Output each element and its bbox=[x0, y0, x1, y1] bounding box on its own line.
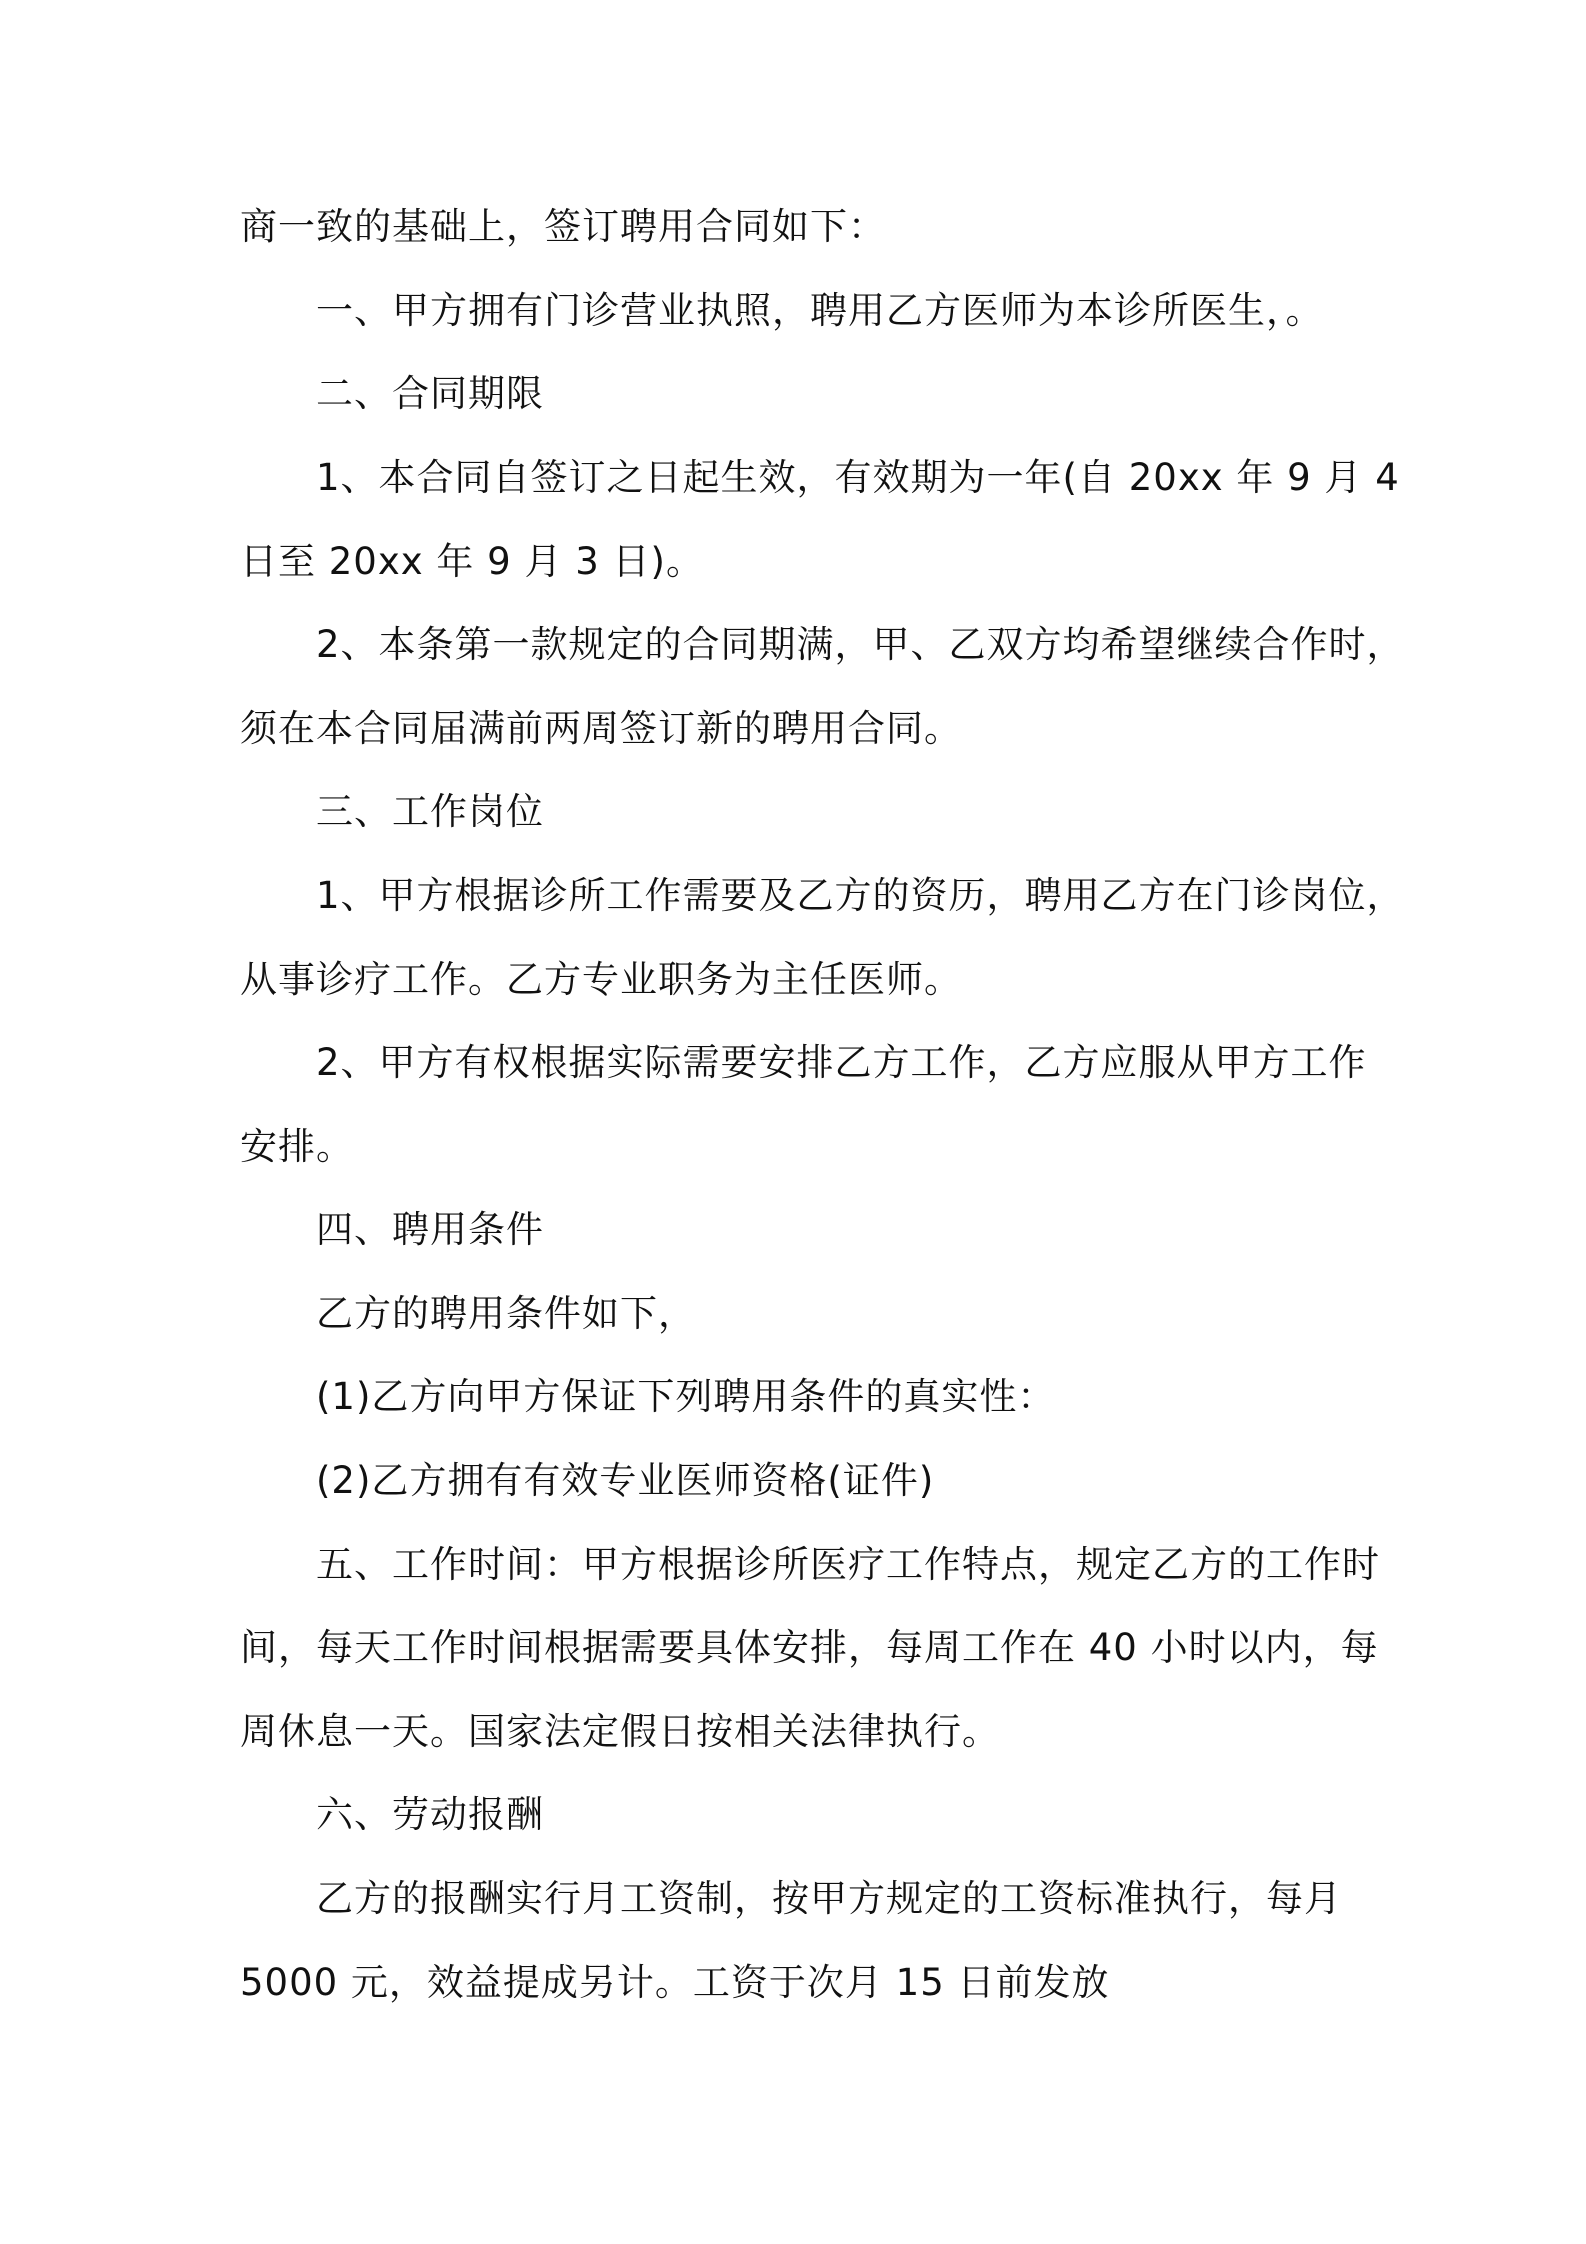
text-line: (1)乙方向甲方保证下列聘用条件的真实性： bbox=[316, 1375, 1056, 1418]
text-line: 1、本合同自签订之日起生效，有效期为一年(自 20xx 年 9 月 4 bbox=[316, 456, 1400, 499]
text-line: (2)乙方拥有有效专业医师资格(证件) bbox=[316, 1459, 935, 1502]
text-line: 一、甲方拥有门诊营业执照，聘用乙方医师为本诊所医生，。 bbox=[316, 289, 1324, 332]
section-heading: 六、劳动报酬 bbox=[316, 1793, 544, 1836]
text-line: 5000 元，效益提成另计。工资于次月 15 日前发放 bbox=[240, 1961, 1110, 2004]
text-line: 1、甲方根据诊所工作需要及乙方的资历，聘用乙方在门诊岗位， bbox=[316, 874, 1405, 917]
text-line: 2、甲方有权根据实际需要安排乙方工作，乙方应服从甲方工作 bbox=[316, 1041, 1367, 1084]
section-heading: 二、合同期限 bbox=[316, 372, 544, 415]
text-line: 安排。 bbox=[240, 1125, 354, 1168]
text-line: 2、本条第一款规定的合同期满，甲、乙双方均希望继续合作时， bbox=[316, 623, 1405, 666]
text-line: 乙方的报酬实行月工资制，按甲方规定的工资标准执行，每月 bbox=[316, 1877, 1342, 1920]
text-line: 须在本合同届满前两周签订新的聘用合同。 bbox=[240, 707, 962, 750]
section-heading: 三、工作岗位 bbox=[316, 790, 544, 833]
text-line: 周休息一天。国家法定假日按相关法律执行。 bbox=[240, 1710, 1000, 1753]
text-line: 五、工作时间：甲方根据诊所医疗工作特点，规定乙方的工作时 bbox=[316, 1543, 1380, 1586]
section-heading: 四、聘用条件 bbox=[316, 1208, 544, 1251]
text-line: 日至 20xx 年 9 月 3 日)。 bbox=[240, 540, 704, 583]
text-line: 从事诊疗工作。乙方专业职务为主任医师。 bbox=[240, 958, 962, 1001]
text-line: 间，每天工作时间根据需要具体安排，每周工作在 40 小时以内，每 bbox=[240, 1626, 1379, 1669]
text-line: 乙方的聘用条件如下， bbox=[316, 1292, 696, 1335]
text-line: 商一致的基础上，签订聘用合同如下： bbox=[240, 205, 886, 248]
